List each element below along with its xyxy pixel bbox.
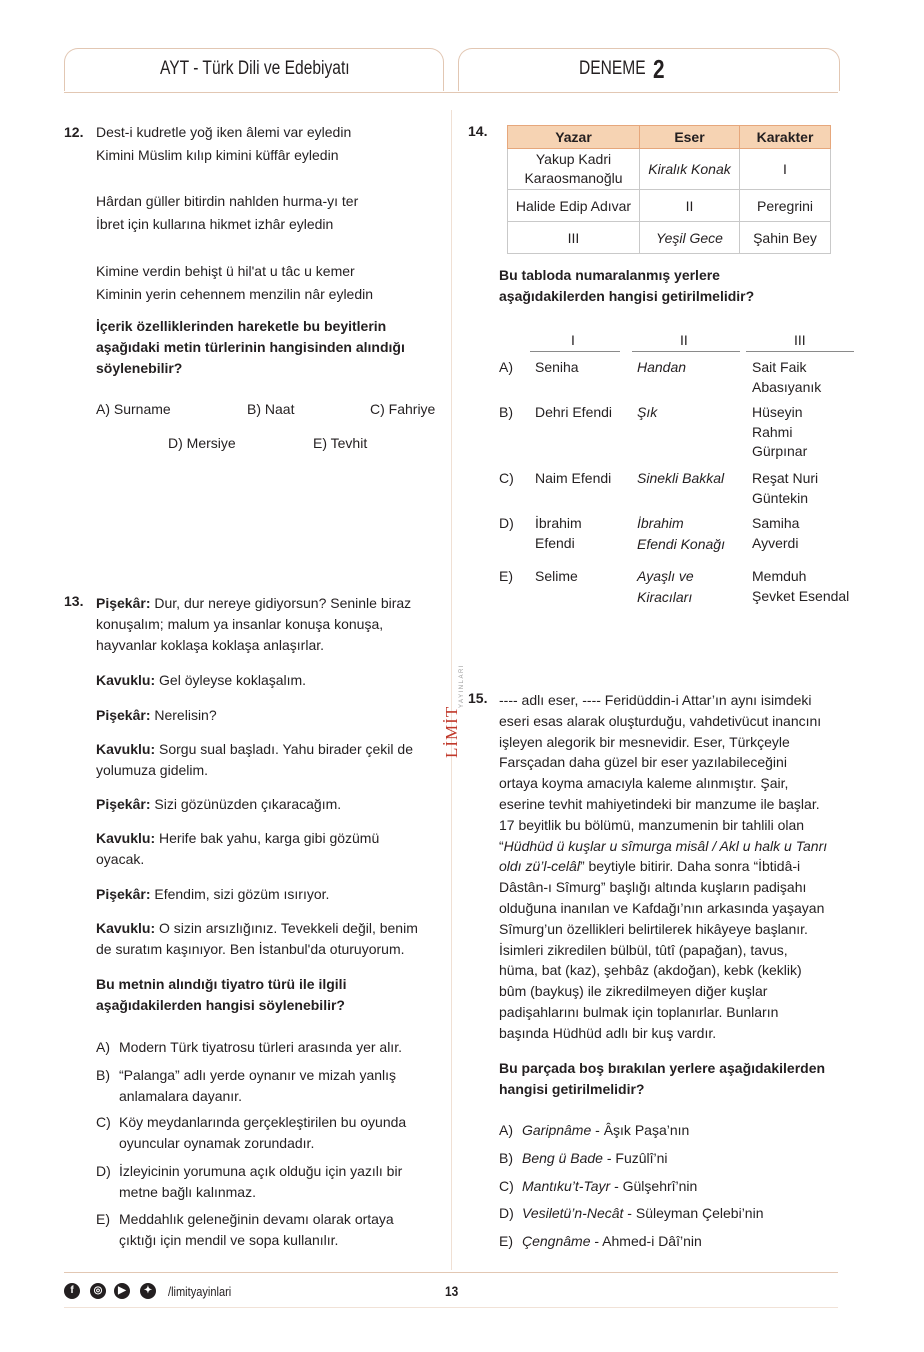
quoted-verse: Hüdhüd ü kuşlar u sîmurga misâl / Akl u halk u Tanrı — [503, 837, 828, 854]
exam-title: DENEME — [579, 58, 646, 79]
quote-line: oldı zü’l-celâl” beytiyle bitirir. Daha sonra “İbtidâ-i — [499, 858, 801, 875]
answer-cell: Ayaşlı ve — [637, 568, 694, 584]
answer-option[interactable]: E) Tevhit — [313, 435, 368, 451]
svg-text:YAYINLARI: YAYINLARI — [459, 664, 465, 708]
table-cell: Halide Edip Adıvar — [508, 190, 640, 222]
answer-cell: Rahmi — [752, 423, 793, 440]
paragraph-line: eserine tevhit mahiyetindeki bir manzume ile başlar. — [499, 796, 820, 812]
answer-cell: Reşat Nuri — [752, 470, 819, 486]
paragraph-line: İsimleri zikredilen bülbül, tûtî (papağan), tavus, — [499, 941, 788, 958]
dialogue-line: Kavuklu: Gel öyleyse koklaşalım. — [96, 672, 307, 688]
answer-cell: Kiracıları — [637, 588, 693, 605]
answer-option[interactable]: Garipnâme - Âşık Paşa’nın — [522, 1122, 690, 1138]
answer-option[interactable]: Beng ü Bade - Fuzûlî’ni — [522, 1150, 668, 1166]
dialogue-line: Pişekâr: Dur, dur nereye gidiyorsun? Seninle biraz — [96, 595, 412, 611]
answer-option[interactable]: Mantıku’t-Tayr - Gülşehrî’nin — [522, 1178, 698, 1194]
speaker-name: Pişekâr: — [96, 595, 151, 611]
answer-option[interactable]: Çengnâme - Ahmed-i Dâî’nin — [522, 1233, 702, 1249]
youtube-icon[interactable]: ▶ — [114, 1283, 130, 1299]
dialogue-line: hayvanlar koklaşa koklaşa anlaşırlar. — [96, 637, 325, 653]
answer-cell: Abasıyanık — [752, 378, 822, 395]
answer-letter[interactable]: C) — [96, 1114, 111, 1130]
answer-letter[interactable]: B) — [499, 404, 513, 420]
question-prompt: aşağıdakilerden hangisi getirilmelidir? — [499, 288, 755, 304]
table-cell: Yakup Kadri Karaosmanoğlu — [508, 149, 640, 190]
column-header: I — [571, 332, 575, 348]
paragraph-line: ortaya koyma amacıyla kaleme alınmıştır. Şair, — [499, 775, 789, 792]
work-title: Çengnâme — [522, 1233, 591, 1249]
answer-option[interactable]: “Palanga” adlı yerde oynanır ve mizah yanlış — [119, 1067, 397, 1083]
exam-number: 2 — [653, 54, 665, 84]
work-title: Beng ü Bade — [522, 1150, 603, 1166]
column-header: III — [794, 332, 806, 348]
paragraph-line: Dâstân-ı Sîmurg” başlığı altında kuşların padişahı — [499, 879, 807, 896]
question-prompt: Bu metnin alındığı tiyatro türü ile ilgili — [96, 976, 347, 992]
paragraph-line: bûm (baykuş) ile zikredilmeyen diğer kuşlar — [499, 983, 768, 1000]
footer-divider — [64, 1307, 838, 1308]
answer-letter[interactable]: E) — [499, 1233, 513, 1249]
answer-cell: Seniha — [535, 359, 579, 375]
paragraph-line: Sîmurg’un özellikleri belirtilerek hikâyeye başlanır. — [499, 920, 808, 937]
answer-option[interactable]: Meddahlık geleneğinin devamı olarak ortaya — [119, 1211, 394, 1227]
quoted-verse: oldı zü’l-celâl — [499, 858, 580, 875]
answer-option[interactable]: metne bağlı kalınmaz. — [119, 1184, 256, 1200]
answer-option[interactable]: çıktığı için mendil ve sopa kullanılır. — [119, 1232, 339, 1248]
table-header: Yazar — [508, 126, 640, 149]
answer-option[interactable]: oyuncular oynamak zorundadır. — [119, 1135, 315, 1151]
answer-letter[interactable]: A) — [96, 1039, 110, 1055]
facebook-icon[interactable]: f — [64, 1283, 80, 1299]
verse-line: Kiminin yerin cehennem menzilin nâr eyledin — [96, 286, 374, 302]
answer-cell: Naim Efendi — [535, 470, 612, 486]
column-underline — [746, 351, 854, 352]
table-cell: Peregrini — [740, 190, 831, 222]
subject-title: AYT - Türk Dili ve Edebiyatı — [160, 58, 350, 79]
answer-letter[interactable]: A) — [499, 359, 513, 375]
paragraph-line: hüma, bat (kaz), şehbâz (akdoğan), kebk (keklik) — [499, 962, 802, 979]
question-number: 13. — [64, 593, 84, 609]
publisher-logo — [442, 640, 469, 760]
answer-cell: Samiha — [752, 515, 800, 531]
answer-letter[interactable]: B) — [96, 1067, 110, 1083]
table-cell: Yeşil Gece — [640, 222, 740, 254]
question-prompt: aşağıdakilerden hangisi söylenebilir? — [96, 997, 345, 1013]
verse-line: Kimine verdin behişt ü hil'at u tâc u kemer — [96, 263, 355, 279]
paragraph-line: başında Hüdhüd adlı bir kuş vardır. — [499, 1024, 717, 1041]
paragraph-line: işleyen alegorik bir mesnevidir. Eser, Türkçeyle — [499, 733, 790, 750]
answer-cell: Şık — [637, 404, 658, 420]
table-cell: II — [640, 190, 740, 222]
table-header: Eser — [640, 126, 740, 149]
question-prompt: söylenebilir? — [96, 360, 183, 376]
answer-cell: Sait Faik — [752, 359, 807, 375]
author-work-table — [507, 125, 831, 254]
speaker-name: Pişekâr: — [96, 707, 151, 723]
dialogue-line: Pişekâr: Sizi gözünüzden çıkaracağım. — [96, 796, 342, 812]
answer-option[interactable]: Modern Türk tiyatrosu türleri arasında yer alır. — [119, 1039, 402, 1055]
header-underline — [64, 92, 838, 93]
work-title: Mantıku’t-Tayr — [522, 1178, 611, 1194]
answer-cell: İbrahim — [535, 515, 582, 531]
answer-cell: Efendi Konağı — [637, 535, 725, 552]
work-title: Vesiletü’n-Necât — [522, 1205, 624, 1221]
dialogue-line: Pişekâr: Nerelisin? — [96, 707, 217, 723]
answer-cell: Selime — [535, 568, 578, 584]
answer-letter[interactable]: D) — [96, 1163, 111, 1179]
speaker-name: Kavuklu: — [96, 830, 156, 846]
column-header: II — [680, 332, 688, 348]
answer-letter[interactable]: B) — [499, 1150, 513, 1166]
answer-option[interactable]: anlamalara dayanır. — [119, 1088, 242, 1104]
dialogue-line: Kavuklu: O sizin arsızlığınız. Tevekkeli değil, benim — [96, 920, 418, 936]
table-cell: Kiralık Konak — [640, 149, 740, 190]
answer-option[interactable]: A) Surname — [96, 401, 171, 417]
answer-letter[interactable]: C) — [499, 470, 514, 486]
answer-option[interactable]: Köy meydanlarında gerçekleştirilen bu oyunda — [119, 1114, 407, 1130]
question-number: 12. — [64, 124, 84, 140]
answer-letter[interactable]: D) — [499, 1205, 514, 1221]
dialogue-line: Kavuklu: Sorgu sual başladı. Yahu birader çekil de — [96, 741, 413, 757]
paragraph-line: ---- adlı eser, ---- Feridüddin-i Attar’ın aynı isimdeki — [499, 692, 812, 708]
answer-option[interactable]: C) Fahriye — [370, 401, 436, 417]
speaker-name: Kavuklu: — [96, 920, 156, 936]
question-prompt: İçerik özelliklerinden hareketle bu beyitlerin — [96, 318, 387, 334]
header-right-box — [458, 48, 840, 91]
answer-cell: Şevket Esendal — [752, 587, 850, 604]
dialogue-line: Kavuklu: Herife bak yahu, karga gibi gözümü — [96, 830, 380, 846]
answer-letter[interactable]: C) — [499, 1178, 514, 1194]
answer-cell: Ayverdi — [752, 534, 799, 551]
speaker-name: Kavuklu: — [96, 672, 156, 688]
question-prompt: Bu tabloda numaralanmış yerlere — [499, 267, 720, 283]
paragraph-line: 17 beyitlik bu bölümü, manzumenin bir tahlili olan — [499, 816, 805, 833]
dialogue-line: konuşalım; malum ya insanlar konuşa konuşa, — [96, 616, 384, 632]
question-number: 14. — [468, 123, 488, 139]
table-header: Karakter — [740, 126, 831, 149]
dialogue-line: Pişekâr: Efendim, sizi gözüm ısırıyor. — [96, 886, 330, 902]
instagram-icon[interactable]: ◎ — [90, 1283, 106, 1299]
paragraph-line: olduğuna inanılan ve Kafdağı’nın arkasında yaşayan — [499, 900, 825, 916]
table-cell: I — [740, 149, 831, 190]
answer-cell: Memduh — [752, 568, 807, 584]
speaker-name: Pişekâr: — [96, 886, 151, 902]
answer-letter[interactable]: E) — [499, 568, 513, 584]
column-underline — [632, 351, 740, 352]
speaker-name: Kavuklu: — [96, 741, 156, 757]
speaker-name: Pişekâr: — [96, 796, 151, 812]
table-cell: Şahin Bey — [740, 222, 831, 254]
verse-line: Kimini Müslim kılıp kimini küffâr eyledin — [96, 147, 339, 163]
footer-divider — [64, 1272, 838, 1273]
svg-text:LİMİT: LİMİT — [442, 705, 461, 758]
question-prompt: aşağıdaki metin türlerinin hangisinden alındığı — [96, 339, 405, 355]
answer-cell: Hüseyin — [752, 404, 803, 420]
question-prompt: Bu parçada boş bırakılan yerlere aşağıdakilerden — [499, 1060, 826, 1076]
answer-option[interactable]: İzleyicinin yorumuna açık olduğu için yazılı bir — [119, 1163, 403, 1179]
verse-line: İbret için kullarına hikmet izhâr eyledin — [96, 216, 334, 232]
dialogue-line: yolumuza gidelim. — [96, 762, 209, 778]
question-prompt: hangisi getirilmelidir? — [499, 1081, 645, 1097]
answer-cell: Gürpınar — [752, 443, 808, 459]
answer-cell: Sinekli Bakkal — [637, 470, 725, 486]
answer-cell: Güntekin — [752, 489, 809, 506]
question-number: 15. — [468, 690, 488, 706]
answer-letter[interactable]: E) — [96, 1211, 110, 1227]
answer-option[interactable]: Vesiletü’n-Necât - Süleyman Çelebi’nin — [522, 1205, 764, 1221]
paragraph-line: Farsçadan daha güzel bir eser yazılabileceğini — [499, 754, 787, 771]
quote-line: “Hüdhüd ü kuşlar u sîmurga misâl / Akl u halk u Tanrı — [499, 837, 828, 854]
answer-letter[interactable]: D) — [499, 515, 514, 531]
paragraph-line: eseri esas alarak oluşturduğu, vahdetivücut inancını — [499, 712, 822, 729]
answer-option[interactable]: D) Mersiye — [168, 435, 236, 451]
verse-line: Dest-i kudretle yoğ iken âlemi var eyledin — [96, 124, 352, 140]
twitter-icon[interactable]: ✦ — [140, 1283, 156, 1299]
social-handle[interactable]: /limityayinlari — [168, 1284, 232, 1299]
column-underline — [530, 351, 620, 352]
verse-line: Hârdan güller bitirdin nahlden hurma-yı ter — [96, 193, 359, 209]
table-cell: III — [508, 222, 640, 254]
paragraph-line: padişahlarını bulmak için toplanırlar. Bunların — [499, 1004, 779, 1020]
answer-cell: İbrahim — [637, 515, 684, 531]
answer-cell: Handan — [637, 359, 687, 375]
dialogue-line: de suratım kaşınıyor. Ben İstanbul'da oturuyorum. — [96, 941, 405, 957]
answer-letter[interactable]: A) — [499, 1122, 513, 1138]
page-number: 13 — [445, 1283, 459, 1299]
answer-cell: Efendi — [535, 534, 575, 551]
dialogue-line: oyacak. — [96, 851, 145, 867]
answer-option[interactable]: B) Naat — [247, 401, 295, 417]
work-title: Garipnâme — [522, 1122, 592, 1138]
answer-cell: Dehri Efendi — [535, 404, 613, 420]
